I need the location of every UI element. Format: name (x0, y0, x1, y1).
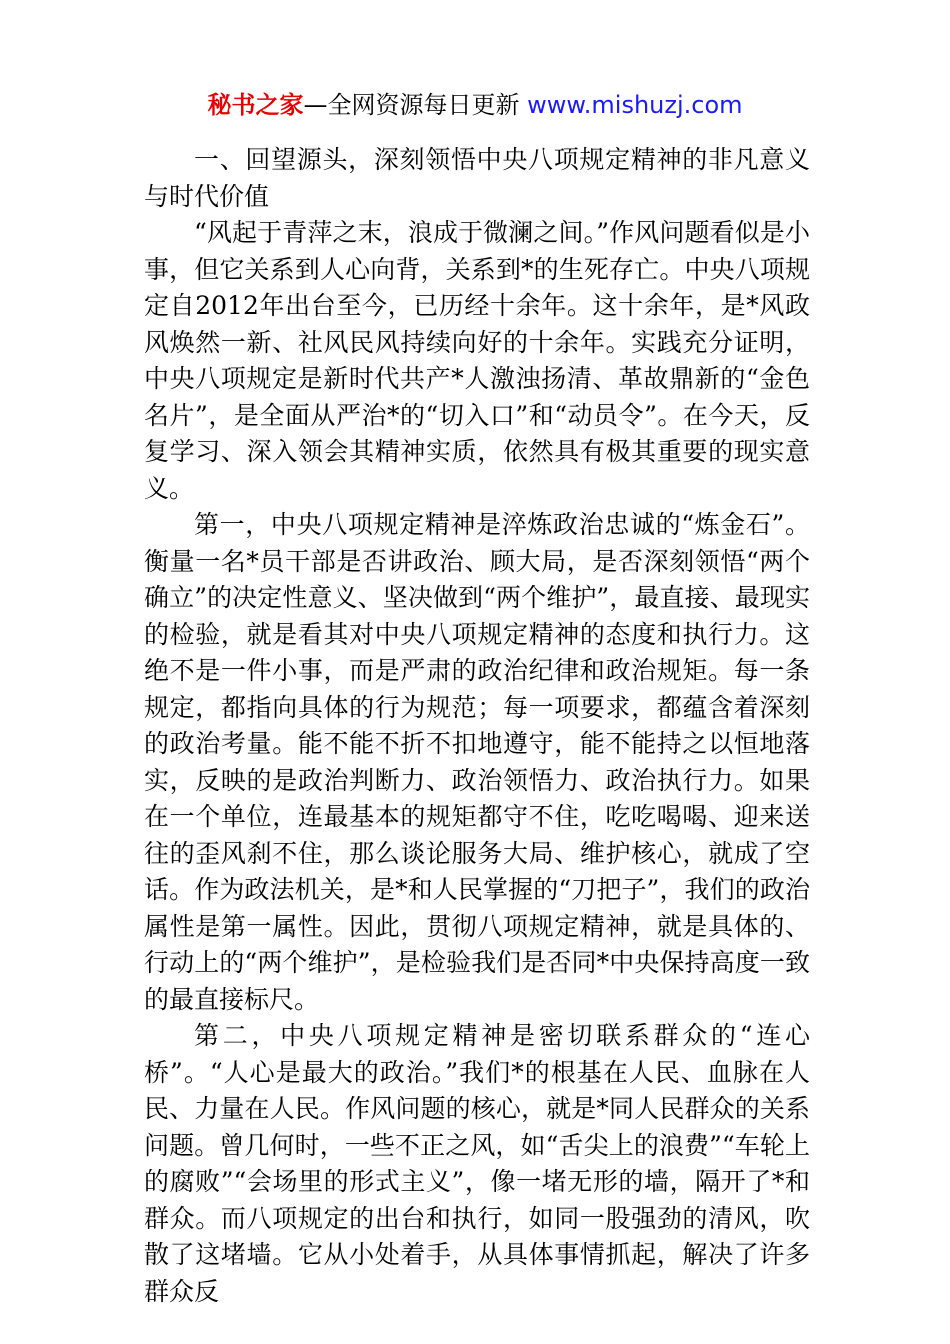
body-paragraph: “风起于青萍之末，浪成于微澜之间。”作风问题看似是小事，但它关系到人心向背，关系到*的生死存亡。中央八项规定自2012年出台至今，已历经十余年。这十余年，是*风政风焕然一新、社风民风持续向好的十余年。实践充分证明，中央八项规定是新时代共产*人激浊扬清、革故鼎新的“金色名片”，是全面从严治*的“切入口”和“动员令”。在今天，反复学习、深入领会其精神实质，依然具有极其重要的现实意义。 (144, 218, 810, 503)
body-paragraph: 第二，中央八项规定精神是密切联系群众的“连心桥”。“人心是最大的政治。”我们*的根基在人民、血脉在人民、力量在人民。作风问题的核心，就是*同人民群众的关系问题。曾几何时，一些不正之风，如“舌尖上的浪费”“车轮上的腐败”“会场里的形式主义”，像一堵无形的墙，隔开了*和群众。而八项规定的出台和执行，如同一股强劲的清风，吹散了这堵墙。它从小处着手，从具体事情抓起，解决了许多群众反 (144, 1021, 810, 1306)
body-paragraph: 第一，中央八项规定精神是淬炼政治忠诚的“炼金石”。衡量一名*员干部是否讲政治、顾大局，是否深刻领悟“两个确立”的决定性意义、坚决做到“两个维护”，最直接、最现实的检验，就是看其对中央八项规定精神的态度和执行力。这绝不是一件小事，而是严肃的政治纪律和政治规矩。每一条规定，都指向具体的行为规范；每一项要求，都蕴含着深刻的政治考量。能不能不折不扣地遵守，能不能持之以恒地落实，反映的是政治判断力、政治领悟力、政治执行力。如果在一个单位，连最基本的规矩都守不住，吃吃喝喝、迎来送往的歪风刹不住，那么谈论服务大局、维护核心，就成了空话。作为政法机关，是*和人民掌握的“刀把子”，我们的政治属性是第一属性。因此，贯彻八项规定精神，就是具体的、行动上的“两个维护”，是检验我们是否同*中央保持高度一致的最直接标尺。 (144, 510, 810, 1014)
site-url-link[interactable]: www.mishuzj.com (527, 91, 743, 119)
section-heading: 一、回望源头，深刻领悟中央八项规定精神的非凡意义与时代价值 (144, 145, 810, 211)
site-slogan: —全网资源每日更新 (303, 91, 528, 119)
site-header (0, 88, 950, 122)
site-brand: 秘书之家 (207, 91, 304, 119)
document-body (144, 142, 810, 1310)
